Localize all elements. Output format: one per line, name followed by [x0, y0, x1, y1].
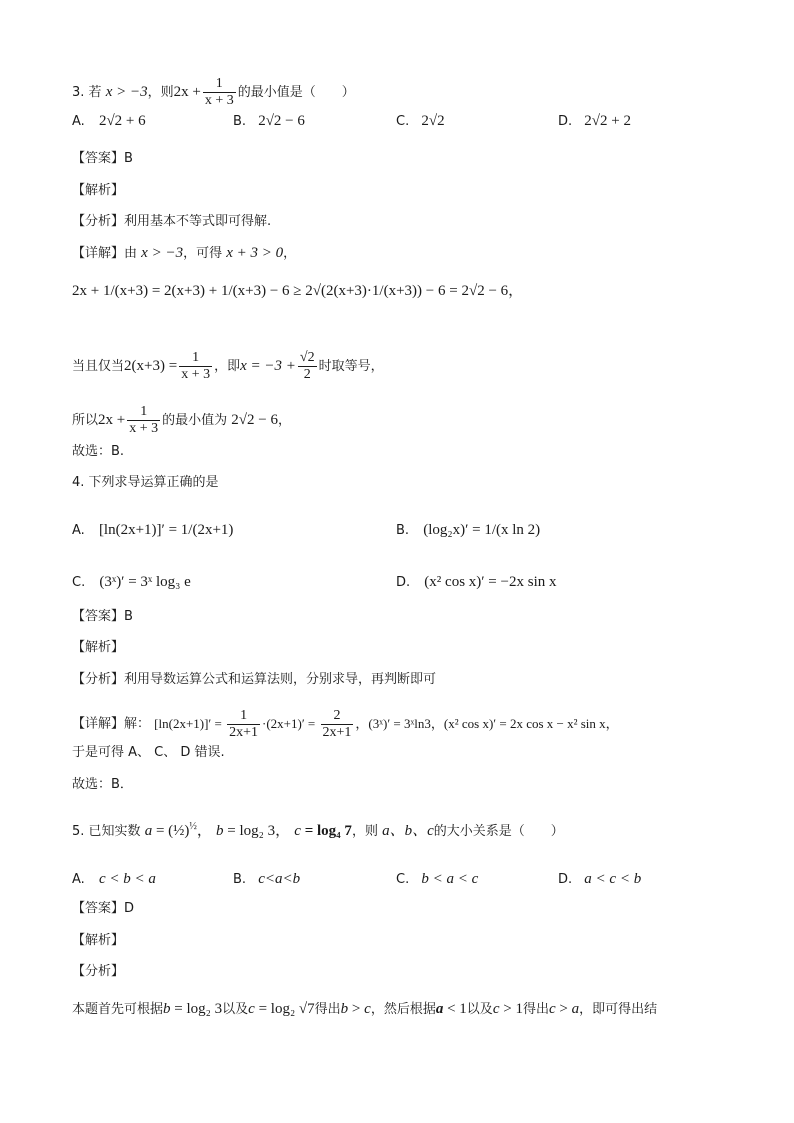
q3-stem-pre: 3. 若	[72, 85, 102, 101]
text: 时取等号，	[318, 359, 384, 375]
q3-so	[72, 404, 291, 437]
option-label: B.	[233, 114, 247, 129]
q5-option-b	[233, 871, 300, 888]
q3-answer	[72, 152, 133, 165]
option-label: D.	[558, 872, 573, 887]
text: 5. 已知实数	[72, 824, 141, 839]
xiangjie-text: 解：	[124, 716, 151, 732]
option-value: c<a<b	[258, 871, 301, 887]
text: 本题首先可根据	[72, 1002, 164, 1017]
math: 2x +	[98, 412, 126, 429]
fraction	[127, 404, 160, 437]
q3-equation: 2x + 1/(x+3) = 2(x+3) + 1/(x+3) − 6 ≥ 2√(2(x+3)·1/(x+3)) − 6 = 2√2 − 6，	[72, 283, 524, 299]
math: a、b、c	[382, 823, 434, 839]
xiangjie-math: x + 3 > 0	[226, 245, 284, 261]
answer-value: B	[124, 609, 133, 624]
q3-fenxi	[72, 215, 271, 228]
q4-option-c	[72, 574, 191, 591]
xiangjie-text: 由	[124, 246, 138, 261]
math: b	[216, 823, 224, 839]
q4-choose: 故选：B．	[72, 777, 133, 792]
answer-value: D	[124, 901, 135, 916]
frac-den: x + 3	[129, 421, 159, 437]
text: 的最小值为	[162, 413, 228, 429]
fenxi-text: 利用导数运算公式和运算法则，分别求导，再判断即可	[124, 672, 437, 687]
q5-option-d	[558, 871, 641, 888]
math: a < 1	[435, 1001, 467, 1017]
q3-frac-den: x + 3	[204, 93, 234, 109]
option-label: B.	[233, 872, 247, 887]
option-value: a < c < b	[584, 871, 642, 887]
option-value: 2√2 + 6	[98, 113, 146, 129]
q3-option-c	[396, 113, 445, 130]
xiangjie-label: 【详解】	[72, 246, 125, 261]
q3-fraction	[203, 76, 236, 109]
option-label: C.	[72, 575, 86, 590]
math: 2√2 − 6	[231, 412, 278, 429]
fenxi-label: 【分析】	[72, 214, 125, 229]
q4-fenxi	[72, 673, 436, 686]
q3-xiangjie	[72, 246, 296, 261]
q5-answer	[72, 902, 134, 915]
option-value: (3ˣ)′ = 3ˣ log₃ e	[99, 574, 191, 590]
q5-fenxi: 【分析】	[72, 964, 125, 979]
q3-stem	[72, 76, 355, 109]
text: ，则	[351, 824, 378, 839]
xiangjie-label: 【详解】	[72, 716, 125, 732]
q3-jiexi: 【解析】	[72, 183, 125, 198]
text: 当且仅当	[72, 359, 125, 375]
math: c	[294, 823, 301, 839]
option-value: (x² cos x)′ = −2x sin x	[424, 574, 557, 590]
frac-num: 1	[127, 404, 160, 421]
option-value: c < b < a	[98, 871, 156, 887]
option-label: A.	[72, 872, 85, 887]
q3-condition: x > −3	[105, 84, 148, 101]
math: c = log₂ √7	[248, 1001, 315, 1017]
math: b = log₂ 3	[163, 1001, 223, 1017]
fenxi-text: 利用基本不等式即可得解.	[124, 214, 272, 229]
q4-stem: 4. 下列求导运算正确的是	[72, 475, 219, 490]
q4-option-d	[396, 574, 556, 591]
q3-stem-post: 的最小值是（ ）	[237, 85, 355, 101]
math: x = −3 +	[240, 358, 296, 375]
option-value: b < a < c	[421, 871, 479, 887]
math: = log₂ 3，	[223, 823, 291, 839]
q5-stem	[72, 822, 564, 839]
option-value: 2√2 + 2	[584, 113, 631, 129]
text: 以及	[222, 1002, 249, 1017]
option-value: 2√2	[421, 113, 445, 129]
option-label: A.	[72, 114, 85, 129]
text: 所以	[72, 413, 99, 429]
option-label: D.	[558, 114, 573, 129]
xiangjie-text: ，	[283, 246, 297, 261]
q5-analysis-line	[72, 1002, 657, 1017]
q4-xiangjie	[72, 708, 619, 741]
q4-answer	[72, 610, 133, 623]
math: c > a	[548, 1001, 580, 1017]
answer-label: 【答案】	[72, 609, 125, 624]
math: = log₄ 7	[300, 823, 352, 839]
xiangjie-math: x > −3	[141, 245, 184, 261]
text: 的大小关系是（ ）	[433, 824, 564, 839]
option-label: A.	[72, 523, 85, 538]
option-value: 2√2 − 6	[258, 113, 305, 129]
answer-label: 【答案】	[72, 901, 125, 916]
q3-option-a	[72, 113, 146, 130]
q4-conclusion: 于是可得 A、 C、 D 错误.	[72, 745, 225, 760]
text: 得出	[314, 1002, 341, 1017]
xiangjie-text: ，可得	[183, 246, 223, 261]
math: 2(x+3) =	[124, 358, 178, 375]
text: ，即可得出结	[579, 1002, 658, 1017]
answer-label: 【答案】	[72, 151, 125, 166]
frac-num: 1	[179, 350, 212, 367]
q3-choose: 故选：B.	[72, 444, 125, 459]
frac-den: x + 3	[181, 367, 211, 383]
q3-stem-mid: ，则	[147, 85, 174, 101]
text: 得出	[522, 1002, 549, 1017]
text: 以及	[466, 1002, 493, 1017]
text: ，	[278, 413, 292, 429]
q4-option-a	[72, 522, 233, 539]
q3-equality-condition	[72, 350, 384, 383]
q3-frac-num: 1	[203, 76, 236, 93]
option-label: C.	[396, 114, 410, 129]
sqrt2-over-2: $\frac{√2}{2}$	[299, 350, 315, 383]
math: c > 1	[492, 1001, 523, 1017]
option-label: B.	[396, 523, 410, 538]
q4-jiexi: 【解析】	[72, 640, 125, 655]
text: ，即	[214, 359, 241, 375]
q3-expr: 2x +	[173, 84, 201, 101]
q3-option-d	[558, 113, 631, 130]
fenxi-label: 【分析】	[72, 672, 125, 687]
math: = (½)$^{\frac{1}{2}}$，	[152, 821, 212, 839]
option-value: [ln(2x+1)]′ = 1/(2x+1)	[98, 522, 234, 538]
option-label: D.	[396, 575, 411, 590]
q4-option-b	[396, 522, 540, 539]
q3-option-b	[233, 113, 305, 130]
answer-value: B	[124, 151, 133, 166]
text: ，然后根据	[370, 1002, 436, 1017]
option-label: C.	[396, 872, 410, 887]
q5-jiexi: 【解析】	[72, 933, 125, 948]
math: a	[144, 823, 153, 839]
option-value: (log₂x)′ = 1/(x ln 2)	[423, 522, 541, 538]
q5-option-c	[396, 871, 478, 888]
math: b > c	[340, 1001, 371, 1017]
xiangjie-derivation: [ln(2x+1)]′ = $\frac{1}{2x+1}$ ·(2x+1)′ = $\frac{2}{2x+1}$ ，(3ˣ)′ = 3ˣln3，(x² cos x)′ = 2x cos x − x² sin x，	[154, 708, 619, 741]
q5-option-a	[72, 871, 156, 888]
fraction	[179, 350, 212, 383]
